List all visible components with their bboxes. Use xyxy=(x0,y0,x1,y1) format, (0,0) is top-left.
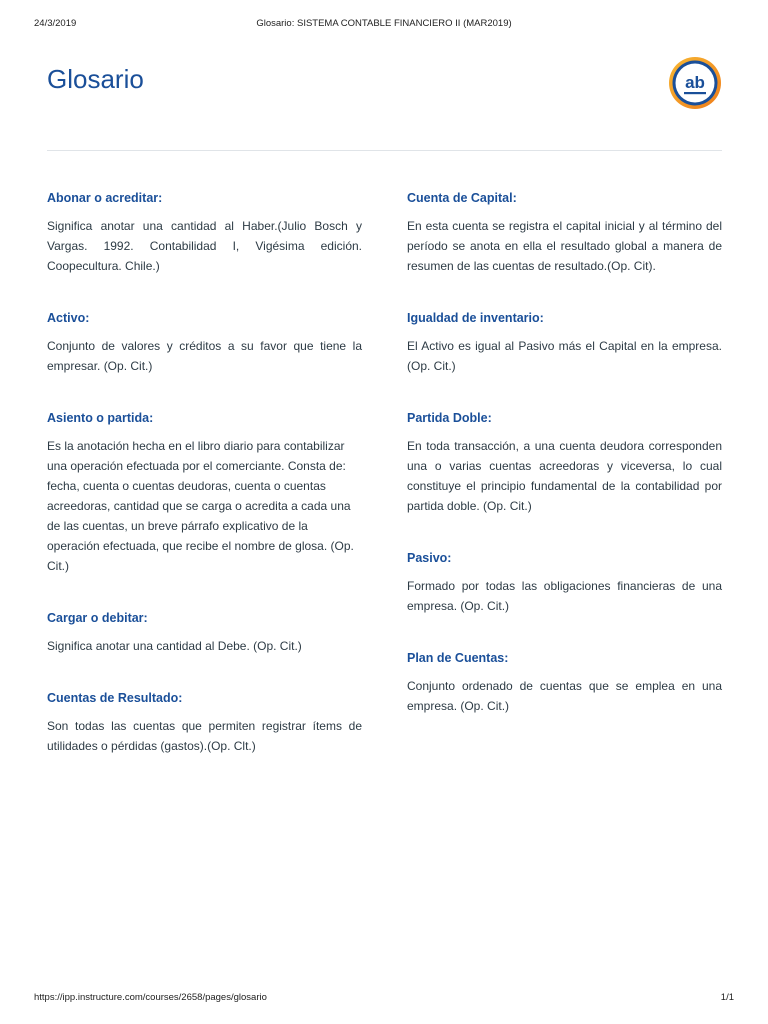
header-divider xyxy=(47,150,722,151)
glossary-right-column xyxy=(407,190,722,750)
print-url[interactable]: https://ipp.instructure.com/courses/2658/pages/glosario xyxy=(34,992,267,1003)
glossary-definition: Es la anotación hecha en el libro diario para contabilizar una operación efectuada por el comerciante. Consta de: fecha, cuenta o cuentas deudoras, cuenta o cuentas acreedoras, cantidad que se carga o acredita a cada una de las cuentas, un breve párrafo explicativo de la operación efectuada, que recibe el nombre de glosa. (Op. Cit.) xyxy=(47,439,354,573)
glossary-definition: Conjunto de valores y créditos a su favor que tiene la empresar. (Op. Cit.) xyxy=(47,339,362,373)
print-footer xyxy=(0,992,768,1006)
glossary-entry xyxy=(47,410,362,576)
glossary-term: Plan de Cuentas: xyxy=(407,651,509,665)
glossary-term: Pasivo: xyxy=(407,551,452,565)
glossary-definition: Formado por todas las obligaciones financieras de una empresa. (Op. Cit.) xyxy=(407,579,722,613)
glossary-definition: En toda transacción, a una cuenta deudora corresponden una o varias cuentas acreedoras y viceversa, lo cual constituye el principio fundamental de la contabilidad por partida doble. (Op. Cit.) xyxy=(407,439,722,513)
glossary-entry xyxy=(407,650,722,716)
glossary-entry xyxy=(47,690,362,756)
page-title: Glosario xyxy=(47,64,144,94)
page-count: 1/1 xyxy=(720,992,734,1003)
glossary-term: Activo: xyxy=(47,311,90,325)
glossary-term: Cargar o debitar: xyxy=(47,611,148,625)
ab-logo-icon[interactable] xyxy=(668,56,722,110)
glossary-definition: El Activo es igual al Pasivo más el Capital en la empresa. (Op. Cit.) xyxy=(407,339,722,373)
glossary-term: Cuentas de Resultado: xyxy=(47,691,183,705)
glossary-left-column xyxy=(47,190,362,790)
glossary-entry xyxy=(47,190,362,276)
logo-text: ab xyxy=(685,73,705,92)
print-header xyxy=(0,18,768,32)
glossary-entry xyxy=(407,410,722,516)
glossary-term: Asiento o partida: xyxy=(47,411,154,425)
glossary-entry xyxy=(47,310,362,376)
glossary-definition: Significa anotar una cantidad al Debe. (Op. Cit.) xyxy=(47,639,302,653)
glossary-term: Igualdad de inventario: xyxy=(407,311,544,325)
glossary-entry xyxy=(407,190,722,276)
glossary-term: Abonar o acreditar: xyxy=(47,191,163,205)
glossary-definition: Significa anotar una cantidad al Haber.(Julio Bosch y Vargas. 1992. Contabilidad I, Vigésima edición. Coopecultura. Chile.) xyxy=(47,219,362,273)
glossary-term: Cuenta de Capital: xyxy=(407,191,517,205)
glossary-definition: Son todas las cuentas que permiten registrar ítems de utilidades o pérdidas (gastos).(Op. Clt.) xyxy=(47,719,362,753)
glossary-entry xyxy=(407,550,722,616)
glossary-definition: En esta cuenta se registra el capital inicial y al término del período se anota en ella el resultado global a manera de resumen de las cuentas de resultado.(Op. Cit). xyxy=(407,219,722,273)
glossary-definition: Conjunto ordenado de cuentas que se emplea en una empresa. (Op. Cit.) xyxy=(407,679,722,713)
print-date: 24/3/2019 xyxy=(34,18,77,29)
glossary-entry xyxy=(47,610,362,656)
glossary-entry xyxy=(407,310,722,376)
glossary-term: Partida Doble: xyxy=(407,411,492,425)
print-document-title: Glosario: SISTEMA CONTABLE FINANCIERO II (MAR2019) xyxy=(256,18,512,29)
